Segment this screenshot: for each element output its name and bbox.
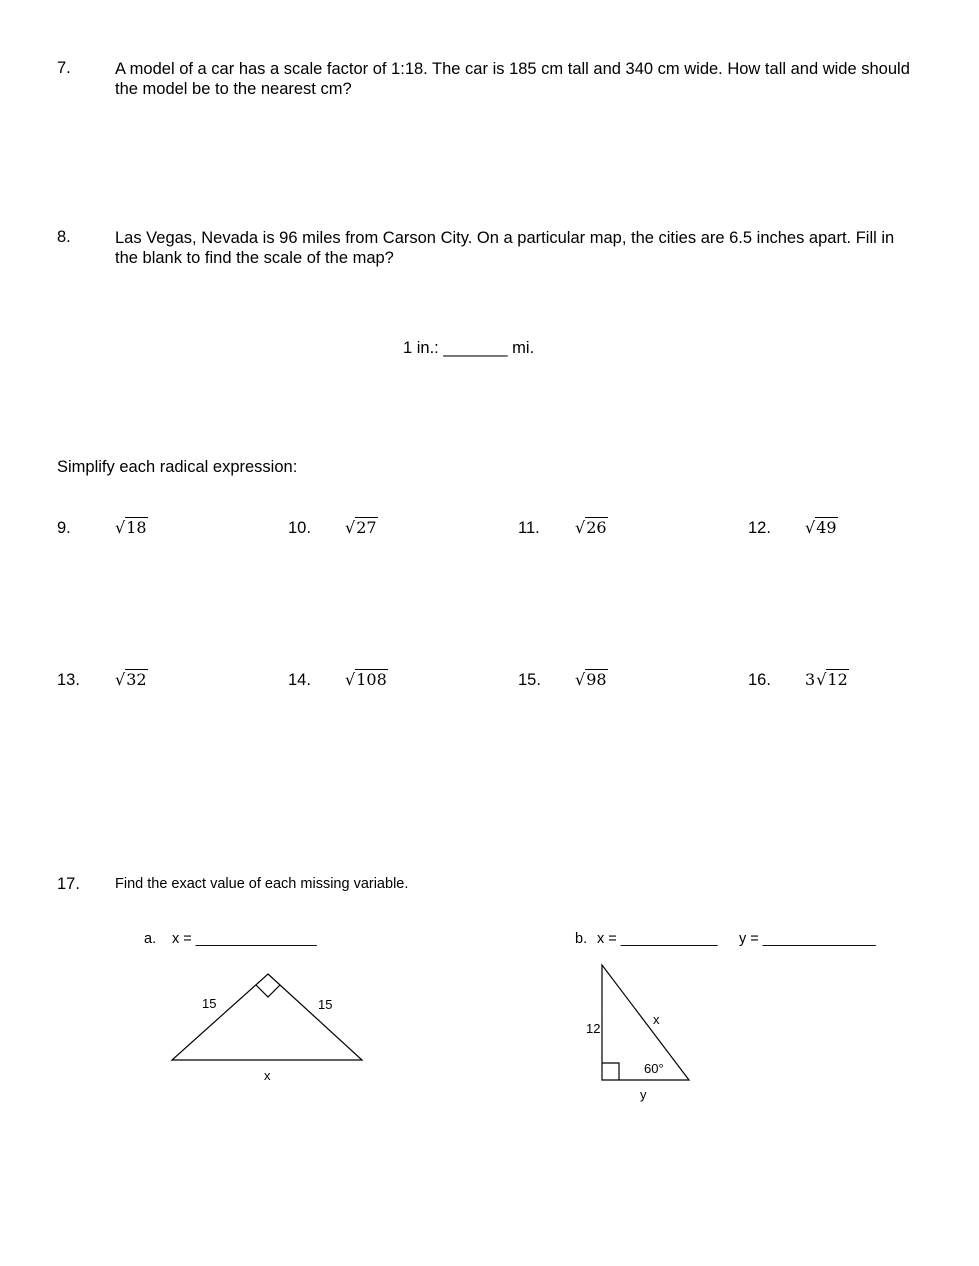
part-a-answer-line: x = _______________ <box>172 931 317 947</box>
radical-sign-icon: √ <box>115 670 126 689</box>
right-angle-marker-icon <box>602 1063 619 1080</box>
problem-10-number: 10. <box>288 519 311 537</box>
problem-9-number: 9. <box>57 519 71 537</box>
radicals-instruction: Simplify each radical expression: <box>57 458 298 476</box>
part-b-label: b. <box>575 931 588 947</box>
problem-15-number: 15. <box>518 671 541 689</box>
problem-14-number: 14. <box>288 671 311 689</box>
question-8-number: 8. <box>57 228 71 246</box>
problem-16-number: 16. <box>748 671 771 689</box>
triangle-a-base-label: x <box>264 1068 271 1083</box>
triangle-a-right-side-label: 15 <box>318 997 333 1012</box>
radicand: 12 <box>827 670 848 689</box>
radical-sign-icon: √ <box>345 670 356 689</box>
triangle-b-angle-label: 60° <box>644 1061 664 1076</box>
coefficient: 3 <box>805 670 816 689</box>
radical-sign-icon: √ <box>816 670 827 689</box>
radicand: 98 <box>586 670 607 689</box>
part-a-label: a. <box>144 931 157 947</box>
radicand: 27 <box>356 518 377 537</box>
question-7-number: 7. <box>57 59 71 77</box>
radical-sign-icon: √ <box>575 670 586 689</box>
triangle-b-leg-label: 12 <box>586 1021 601 1036</box>
radicand: 108 <box>356 670 387 689</box>
question-7-text: A model of a car has a scale factor of 1:18. The car is 185 cm tall and 340 cm wide. How tall and wide should the model be to the nearest cm? <box>115 60 910 98</box>
question-17-text: Find the exact value of each missing variable. <box>115 876 409 892</box>
radicand: 49 <box>816 518 837 537</box>
part-b-answer-x: x = ____________ <box>597 931 718 947</box>
problem-11-number: 11. <box>518 519 540 537</box>
question-17-number: 17. <box>57 875 80 893</box>
problem-12-number: 12. <box>748 519 771 537</box>
triangle-b-hypotenuse-label: x <box>653 1012 660 1027</box>
question-8-text: Las Vegas, Nevada is 96 miles from Carson City. On a particular map, the cities are 6.5 inches apart. Fill in the blank to find the scale of the map? <box>115 229 895 267</box>
radical-sign-icon: √ <box>575 518 586 537</box>
triangle-b-base-label: y <box>640 1087 647 1102</box>
radical-sign-icon: √ <box>805 518 816 537</box>
radical-sign-icon: √ <box>345 518 356 537</box>
radicand: 18 <box>126 518 147 537</box>
radicand: 26 <box>586 518 607 537</box>
triangle-a-left-side-label: 15 <box>202 996 217 1011</box>
radical-sign-icon: √ <box>115 518 126 537</box>
map-scale-blank: 1 in.: _______ mi. <box>403 339 535 357</box>
problem-13-number: 13. <box>57 671 80 689</box>
part-b-answer-y: y = ______________ <box>739 931 876 947</box>
radicand: 32 <box>126 670 147 689</box>
